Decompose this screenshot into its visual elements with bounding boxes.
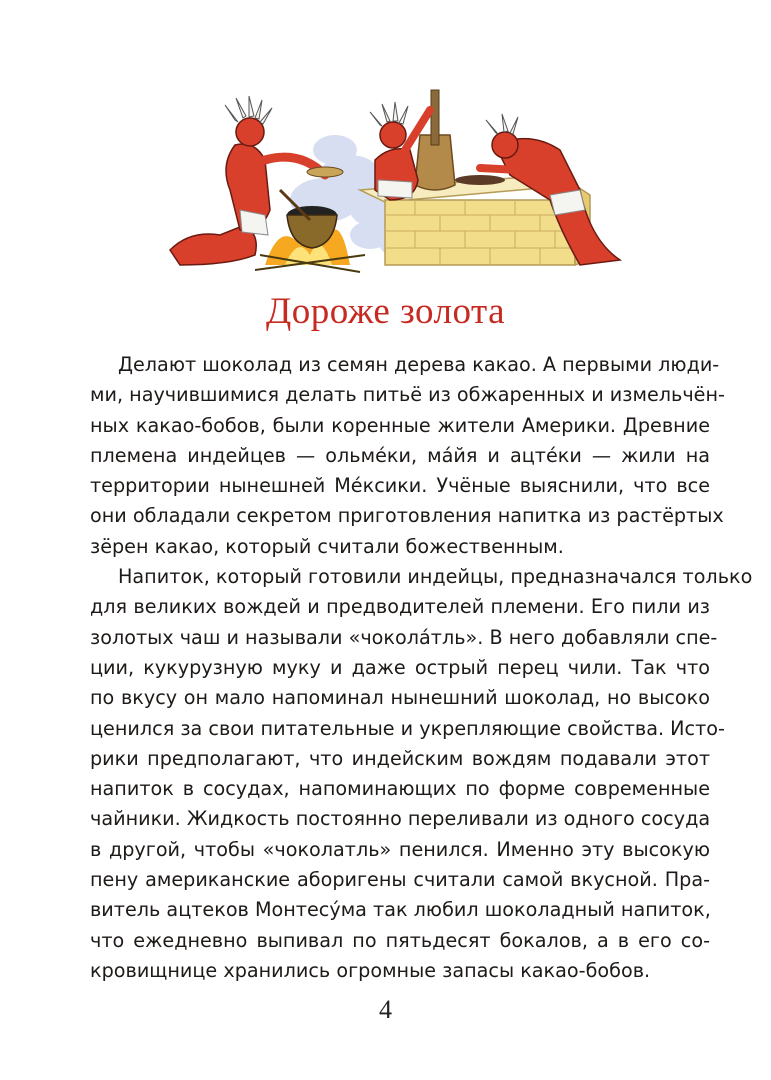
paragraph-2 xyxy=(90,562,753,986)
text-line: зёрен какао, который считали божественным. xyxy=(90,534,564,558)
text-line: рики предполагают, что индейским вождям подавали этот xyxy=(90,746,710,770)
text-line: ми, научившимися делать питьё из обжаренных и измельчён- xyxy=(90,383,725,407)
text-line: территории нынешней Ме́ксики. Учёные выяснили, что все xyxy=(90,474,710,498)
text-line: ценился за свои питательные и укрепляющие свойства. Исто- xyxy=(90,716,725,740)
text-line: Делают шоколад из семян дерева какао. А первыми люди- xyxy=(118,353,720,376)
text-line: пену американские аборигены считали самой вкусной. Пра- xyxy=(90,868,710,892)
paragraph-1 xyxy=(90,350,725,562)
text-line: золотых чаш и называли «чокола́тль». В него добавляли спе- xyxy=(90,625,718,649)
text-line: ных какао-бобов, были коренные жители Америки. Древние xyxy=(90,413,710,437)
text-line: что ежедневно выпивал по пятьдесят бокалов, а в его со- xyxy=(90,928,710,952)
mortar-and-pestle xyxy=(415,90,455,190)
text-line: витель ацтеков Монтесу́ма так любил шоколадный напиток, xyxy=(90,898,711,922)
text-line: они обладали секретом приготовления напитка из растёртых xyxy=(90,504,724,528)
text-line: в другой, чтобы «чоколатль» пенился. Именно эту высокую xyxy=(90,837,710,861)
text-line: напиток в сосудах, напоминающих по форме современные xyxy=(90,777,710,801)
aztecs-making-cocoa-illustration xyxy=(150,50,650,290)
text-line: для великих вождей и предводителей племени. Его пили из xyxy=(90,595,710,619)
text-line: по вкусу он мало напоминал нынешний шоколад, но высоко xyxy=(90,686,710,710)
chapter-title: Дороже золота xyxy=(266,291,505,332)
text-line: ции, кукурузную муку и даже острый перец чили. Так что xyxy=(90,655,710,679)
text-line: кровищнице хранились огромные запасы какао-бобов. xyxy=(90,958,651,982)
text-line: чайники. Жидкость постоянно переливали из одного сосуда xyxy=(90,807,711,831)
page-number: 4 xyxy=(379,995,392,1024)
body-text xyxy=(90,350,753,986)
text-line: племена индейцев — ольме́ки, ма́йя и ацте́ки — жили на xyxy=(90,443,710,467)
text-line: Напиток, который готовили индейцы, предназначался только xyxy=(118,565,753,589)
